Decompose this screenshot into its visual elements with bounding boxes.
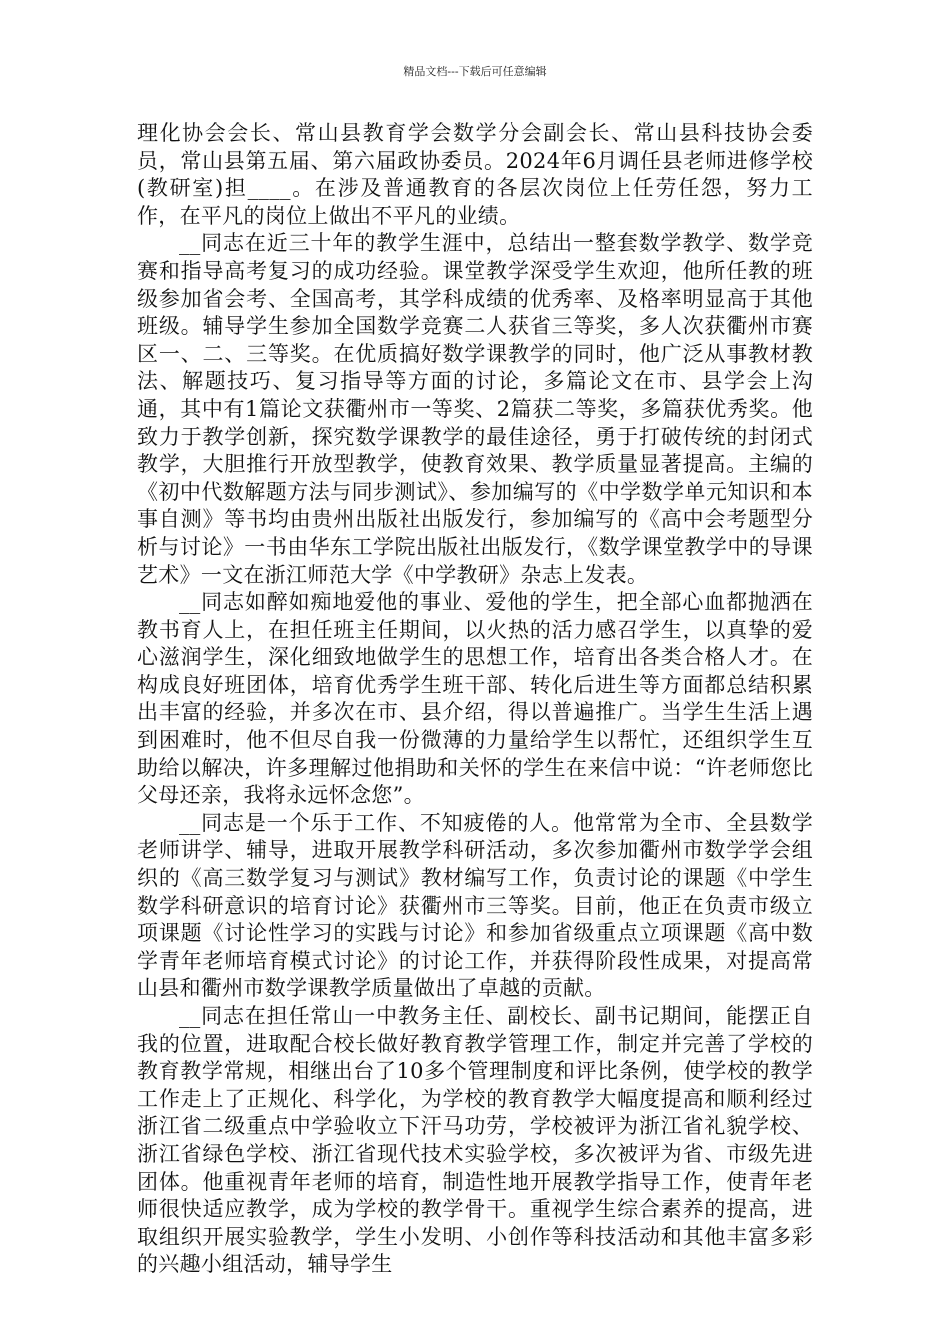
- paragraph-management-work: __同志在担任常山一中教务主任、副校长、副书记期间，能摆正自我的位置，进取配合校长做好教育教学管理工作，制定并完善了学校的教育教学常规，相继出台了10多个管理制度和评比条例，使学校的教学工作走上了正规化、科学化，为学校的教育教学大幅度提高和顺利经过浙江省二级重点中学验收立下汗马功劳，学校被评为浙江省礼貌学校、浙江省绿色学校、浙江省现代技术实验学校，多次被评为省、市级先进团体。他重视青年老师的培育，制造性地开展教学指导工作，使青年老师很快适应教学，成为学校的教学骨干。重视学生综合素养的提高，进取组织开展实验教学，学生小发明、小创作等科技活动和其他丰富多彩的兴趣小组活动，辅导学生: [137, 1004, 813, 1277]
- document-body: [137, 120, 813, 1279]
- paragraph-continued-bio: 理化协会会长、常山县教育学会数学分会副会长、常山县科技协会委员，常山县第五届、第六届政协委员。2024年6月调任县老师进修学校(教研室)担____。在涉及普通教育的各层次岗位上任劳任怨，努力工作，在平凡的岗位上做出不平凡的业绩。: [137, 121, 813, 228]
- page-header: 精品文档---下载后可任意编辑: [403, 65, 547, 78]
- paragraph-class-teacher: __同志如醉如痴地爱他的事业、爱他的学生，把全部心血都抛洒在教书育人上，在担任班主任期间，以火热的活力感召学生，以真挚的爱心滋润学生，深化细致地做学生的思想工作，培育出各类合格人才。在构成良好班团体，培育优秀学生班干部、转化后进生等方面都总结积累出丰富的经验，并多次在市、县介绍，得以普遍推广。当学生生活上遇到困难时，他不但尽自我一份微薄的力量给学生以帮忙，还组织学生互助给以解决，许多理解过他捐助和关怀的学生在来信中说：“许老师您比父母还亲，我将永远怀念您”。: [137, 590, 813, 808]
- paragraph-research-work: __同志是一个乐于工作、不知疲倦的人。他常常为全市、全县数学老师讲学、辅导，进取开展教学科研活动，多次参加衢州市数学学会组织的《高三数学复习与测试》教材编写工作，负责讨论的课题《中学生数学科研意识的培育讨论》获衢州市三等奖。目前，他正在负责市级立项课题《讨论性学习的实践与讨论》和参加省级重点立项课题《高中数学青年老师培育模式讨论》的讨论工作，并获得阶段性成果，对提高常山县和衢州市数学课教学质量做出了卓越的贡献。: [137, 810, 813, 1001]
- paragraph-teaching-career: __同志在近三十年的教学生涯中，总结出一整套数学教学、数学竞赛和指导高考复习的成功经验。课堂教学深受学生欢迎，他所任教的班级参加省会考、全国高考，其学科成绩的优秀率、及格率明显高于其他班级。辅导学生参加全国数学竞赛二人获省三等奖，多人次获衢州市赛区一、二、三等奖。在优质搞好数学课教学的同时，他广泛从事教材教法、解题技巧、复习指导等方面的讨论，多篇论文在市、县学会上沟通，其中有1篇论文获衢州市一等奖、2篇获二等奖，多篇获优秀奖。他致力于教学创新，探究数学课教学的最佳途径，勇于打破传统的封闭式教学，大胆推行开放型教学，使教育效果、教学质量显著提高。主编的《初中代数解题方法与同步测试》、参加编写的《中学数学单元知识和本事自测》等书均由贵州出版社出版发行，参加编写的《高中会考题型分析与讨论》一书由华东工学院出版社出版发行，《数学课堂教学中的导课艺术》一文在浙江师范大学《中学教研》杂志上发表。: [137, 231, 813, 587]
